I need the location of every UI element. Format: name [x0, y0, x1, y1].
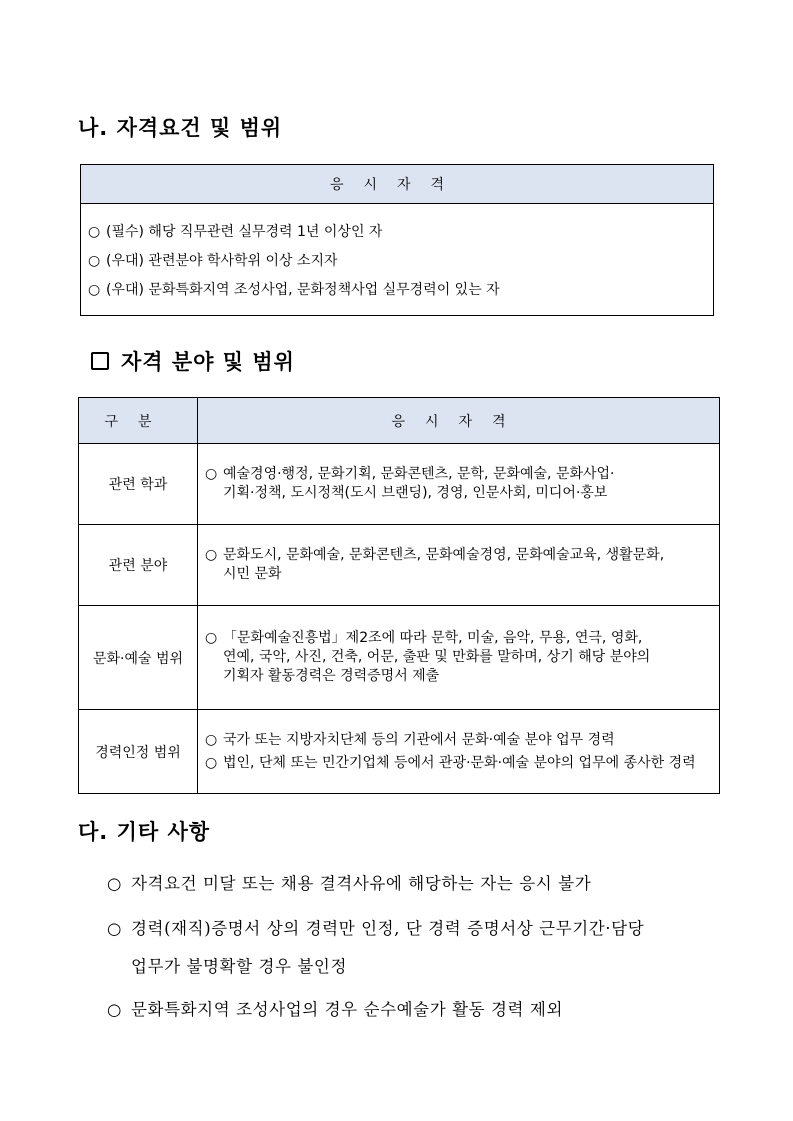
section-title-field: 자격 분야 및 범위	[121, 350, 295, 374]
circle-bullet-icon: ○	[205, 630, 218, 646]
note-item: ○ 문화특화지역 조성사업의 경우 순수예술가 활동 경력 제외	[107, 1000, 564, 1019]
note-item-continuation: 업무가 불명확할 경우 불인정	[131, 957, 348, 976]
list-item: ○ 국가 또는 지방자치단체 등의 기관에서 문화·예술 분야 업무 경력	[205, 731, 615, 748]
section-title-da: 다. 기타 사항	[78, 820, 211, 844]
circle-bullet-icon: ○	[107, 1000, 122, 1019]
row-label-related-field: 관련 분야	[79, 525, 198, 606]
row-label-career-scope: 경력인정 범위	[79, 710, 198, 793]
qualification-item: ○ (필수) 해당 직무관련 실무경력 1년 이상인 자	[88, 218, 713, 247]
circle-bullet-icon: ○	[205, 754, 218, 771]
list-item: ○ 「문화예술진흥법」제2조에 따라 문학, 미술, 음악, 무용, 연극, 영화, 연예, 국악, 사진, 건축, 어문, 출판 및 만화를 말하며, 상기 해당 분야의 기획자 활동경력은 경력증명서 제출	[205, 630, 651, 684]
note-item: ○ 자격요건 미달 또는 채용 결격사유에 해당하는 자는 응시 불가	[107, 874, 592, 893]
list-item: ○ 예술경영·행정, 문화기획, 문화콘텐츠, 문학, 문화예술, 문화사업· 기획·정책, 도시정책(도시 브랜딩), 경영, 인문사회, 미디어·홍보	[205, 466, 615, 501]
section-title-na: 나. 자격요건 및 범위	[78, 116, 283, 140]
row-label-related-major: 관련 학과	[79, 444, 198, 525]
circle-bullet-icon: ○	[205, 731, 218, 748]
checkbox-square-icon	[91, 352, 109, 370]
circle-bullet-icon: ○	[107, 874, 122, 893]
qualification-table-header: 응시자격	[81, 165, 713, 204]
qualification-item: ○ (우대) 문화특화지역 조성사업, 문화정책사업 실무경력이 있는 자	[88, 276, 713, 305]
column-header-category: 구분	[79, 398, 198, 444]
circle-bullet-icon: ○	[205, 547, 218, 563]
list-item: ○ 법인, 단체 또는 민간기업체 등에서 관광·문화·예술 분야의 업무에 종사한 경력	[205, 754, 696, 771]
field-scope-table	[78, 397, 720, 794]
row-content-related-major	[198, 444, 719, 525]
circle-bullet-icon: ○	[88, 253, 101, 269]
qualification-table	[80, 164, 714, 316]
row-label-culture-art-scope: 문화·예술 범위	[79, 606, 198, 710]
note-item: ○ 경력(재직)증명서 상의 경력만 인정, 단 경력 증명서상 근무기간·담당	[107, 919, 645, 938]
row-content-related-field	[198, 525, 719, 606]
qualification-table-body	[81, 204, 713, 305]
column-header-qualification: 응시자격	[198, 398, 719, 444]
row-content-culture-art-scope	[198, 606, 719, 710]
row-content-career-scope	[198, 710, 719, 793]
circle-bullet-icon: ○	[88, 282, 101, 298]
circle-bullet-icon: ○	[205, 466, 218, 482]
list-item: ○ 문화도시, 문화예술, 문화콘텐츠, 문화예술경영, 문화예술교육, 생활문화, 시민 문화	[205, 547, 665, 582]
circle-bullet-icon: ○	[107, 919, 122, 938]
qualification-item: ○ (우대) 관련분야 학사학위 이상 소지자	[88, 247, 713, 276]
circle-bullet-icon: ○	[88, 224, 101, 240]
